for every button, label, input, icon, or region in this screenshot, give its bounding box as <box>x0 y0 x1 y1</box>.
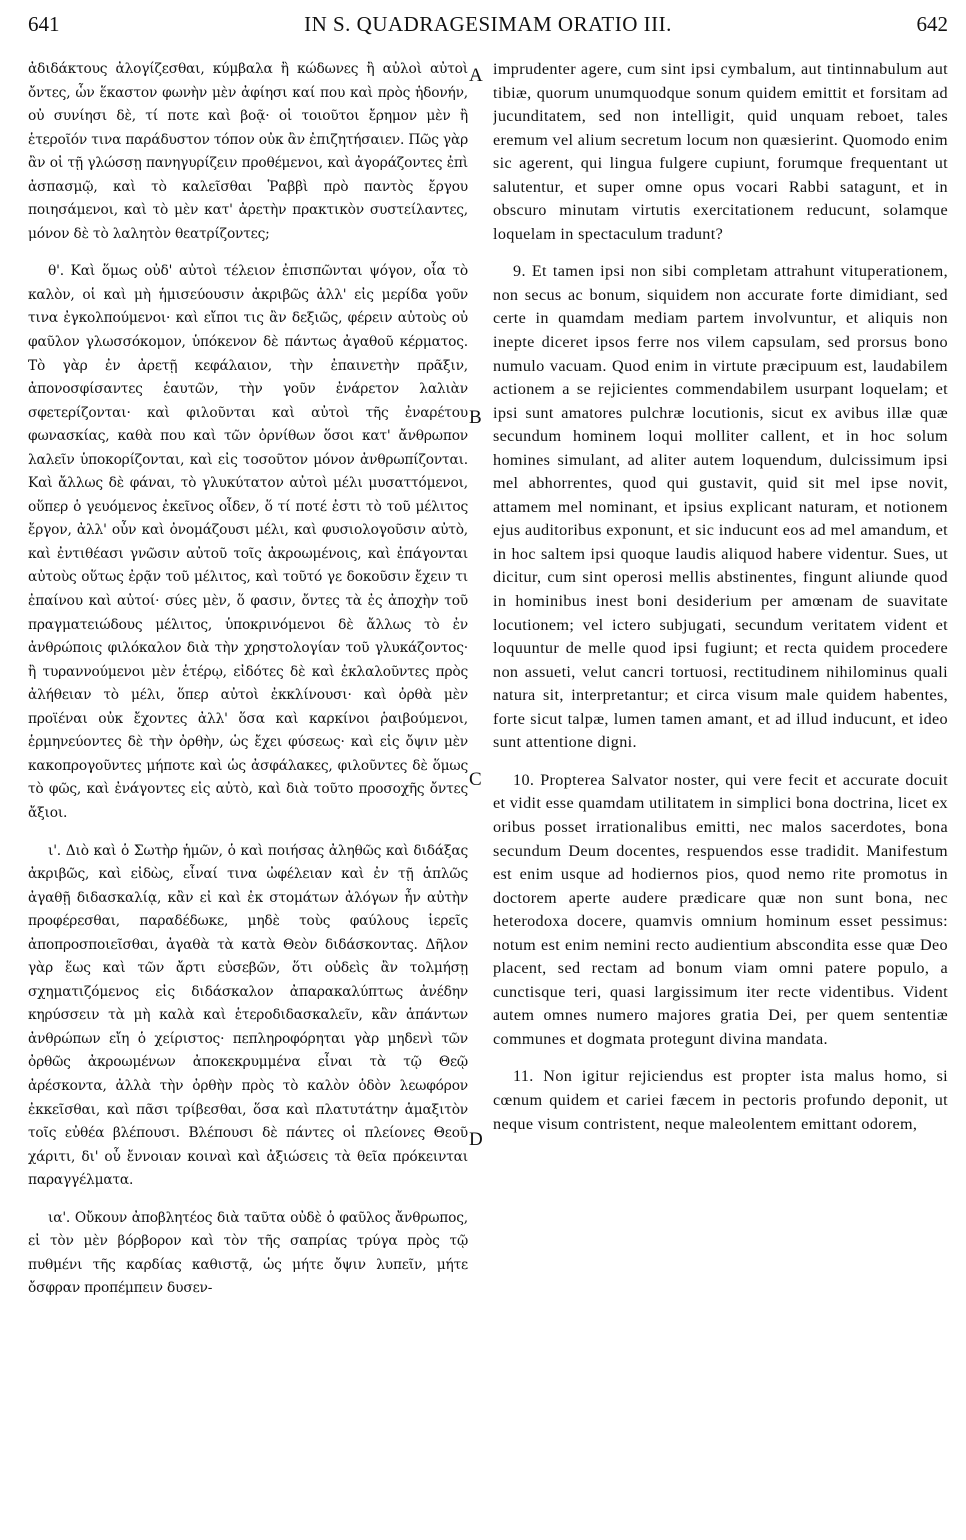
page-number-right: 642 <box>916 12 948 36</box>
greek-column <box>28 58 468 1530</box>
latin-paragraph-1: imprudenter agere, cum sint ipsi cymbalum, aut tintinnabulum aut tibiæ, quorum unumquodque sonum quidem emittit et forsitam ad jucunditatem, sed non intelligit, quid unquam reboet, tales eremum vel alium secretum locum non quæsierint. Quomodo enim sic agerent, qui lingua fulgere cupiunt, forumque frequentant ut salutentur, et super omne opus vocari Rabbi satagunt, et in obscuro minutam virtutis exercitationem reducunt, solamque loquelam in spectaculum tradunt? <box>493 60 948 243</box>
greek-paragraph-9: θ'. Καὶ ὅμως οὐδ' αὐτοὶ τέλειον ἐπισπῶνται ψόγον, οἷα τὸ καλὸν, οἱ καὶ μὴ ἡμισεύουσιν ἀκριβῶς ἀλλ' εἰς μερίδα γοῦν τινα ἐγκολπούμενοι· καὶ εἴποι τις ἂν δεξιῶς, φέρειν αὐτοὺς οὐ φαῦλον γλωσσόκομον, ὑπόκενον δὲ πάντως ἀγαθοῦ κέρματος. Τὸ γὰρ ἐν ἀρετῇ κεφάλαιον, τὴν ἐπαινετὴν πρᾶξιν, ἀπονοσφίσαντες ἑαυτῶν, τὴν γοῦν ἐνάρετον λαλιὰν σφετερίζονται· καὶ φιλοῦνται καὶ αὐτοὶ τῆς ἐναρέτου φωνασκίας, καθὰ που καὶ τῶν ὀρνίθων ὅσοι κατ' ἄνθρωπον λαλεῖν ὑποκορίζονται, καὶ εἰς τοσοῦτον μόνον ἀνθρωπίζονται. Καὶ ἄλλως δὲ φάναι, τὸ γλυκύτατον αὐτοὶ μέλι μυσαττόμενοι, οὕπερ ὁ γευόμενος ἐκεῖνος οἶδεν, ὅ τί ποτέ ἐστι τὸ τοῦ μέλιτος ἔργον, ἀλλ' οὖν καὶ ὀνομάζουσι μέλι, καὶ φυσιολογοῦσιν αὐτὸ, καὶ ἐντιθέασι γνῶσιν αὐτοῦ τοῖς ἀκροωμένοις, καὶ ἐπάγονται αὐτοὺς οὕτως ἐρᾷν τοῦ μέλιτος, καὶ τοῦτό γε δοκοῦσιν ἔχειν τι ἐπαίνου καὶ αὐτοί· σύες μὲν, ὅ φασιν, ὄντες τὰ ἐς ἀποχὴν τοῦ πραγματειώδους μέλιτος, ὑποκρινόμενοι δὲ ἄλλως τὸ ἐν ἀνθρώποις φιλόκαλον διὰ τὴν χρηστολογίαν τοῦ γλυκάζοντος· ἢ τυραννούμενοι μὲν ἑτέρῳ, εἰδότες δὲ καὶ ἐκλαλοῦντες πρὸς ἀλήθειαν τὸ μέλι, ὅπερ αὐτοὶ ἐκκλίνουσι· καὶ ὀρθὰ μὲν προϊέναι οὐκ ἔχοντες ἀλλ' ὅσα καὶ καρκίνοι ῥαιβούμενοι, ἑρμηνεύοντες δὲ τὴν ὀρθὴν, ὡς ἔχει φύσεως· καὶ εἰς ὄψιν μὲν κακοπρογοῦντες μήποτε καὶ ὡς ἀσφάλακες, φιλοῦντες δὲ ὅμως τὸ φῶς, καὶ ἐνάγοντες εἰς αὐτὸ, καὶ διὰ τοῦτο προσοχῆς ὄντες ἄξιοι. <box>28 263 468 821</box>
greek-paragraph-1: ἀδιδάκτους ἀλογίζεσθαι, κύμβαλα ἢ κώδωνες ἢ αὐλοὶ αὐτοὶ ὄντες, ὧν ἕκαστον φωνὴν μὲν ἀφίησι καί που καὶ πρὸς ἡδονήν, οὐ συνίησι δὲ, τί ποτε καὶ βοᾷ· οἱ τοιοῦτοι ἔρημον μὲν ἢ ἑτεροῖόν τινα παράδυστον τόπον οὐκ ἂν ἐπιζητήσαιεν. Πῶς γὰρ ἂν οἱ τῇ γλώσσῃ πανηγυρίζειν προθέμενοι, καὶ ἀγοράζοντες ἐπὶ ἀσπασμῷ, καὶ τὸ καλεῖσθαι Ῥαββὶ πρὸ παντὸς ἔργου ποιησάμενοι, καὶ τὸ μὲν κατ' ἀρετὴν πρακτικὸν συστείλαντες, μόνον δὲ τὸ λαλητὸν θεατρίζοντες; <box>28 61 468 242</box>
latin-paragraph-11: 11. Non igitur rejiciendus est propter ista malus homo, si cœnum quidem et cariei fæcem in pectoris profundo deponit, ut neque visum contristent, neque maleolentem emittant odorem, <box>493 1067 948 1133</box>
latin-column <box>493 58 948 1530</box>
running-title: IN S. QUADRAGESIMAM ORATIO III. <box>304 12 672 36</box>
margin-marker-b: B <box>469 407 482 428</box>
latin-paragraph-10: 10. Propterea Salvator noster, qui vere fecit et accurate docuit et vidit esse quamdam utilitatem in simplici bona doctrina, licet ex oribus posset irrationalibus emitti, nec malos sacerdotes, bona secundum Deum docentes, respuendos esse tradidit. Manifestum est enim usque ad hodiernos pios, quod nemo rite promotus in doctorem aperte audere prædicare quæ non sunt bona, nec heterodoxa docere, quamvis omnium hominum esset pessimus: notum est enim nemini recto audientium abscondita esse quæ Deo placent, sed rectam ad bonum viam omni patere populo, a cunctisque teri, quasi largissimum iter recte videntibus. Vident autem omnes numero majores gratia Dei, per quem sententiæ communes et dogmata protegunt divina mandata. <box>493 770 948 1048</box>
greek-paragraph-11: ια'. Οὔκουν ἀποβλητέος διὰ ταῦτα οὐδὲ ὁ φαῦλος ἄνθρωπος, εἰ τὸν μὲν βόρβορον καὶ τὸν τῆς σαπρίας τρύγα πρὸς τῷ πυθμένι τῆς καρδίας καθιστᾷ, ὡς μήτε ὄψιν λυπεῖν, μήτε ὄσφραν προπέμπειν δυσεν- <box>28 1209 468 1297</box>
latin-paragraph-9: 9. Et tamen ipsi non sibi completam attrahunt vituperationem, non secus ac bonum, siquidem non accurate forte dimidiant, sed certe in quamdam mediam partem involvuntur, et aliquis non inepte diceret ipsos ferre nos vilem capsulam, sed prorsus bono numulo vacuam. Quod enim in virtute præcipuum est, laudabilem actionem a se rejicientes commendabilem usurpant loquelam; et ipsi sunt amatores pulchræ locutionis, sicut ex avibus illæ quæ secundum hominem loqui molliter callent, et in hoc solum homines simulant, ad aliter autem loquendum, dulcissimum ipsi mel abhorrentes, quod qui gustavit, quid sit mel ipse novit, attamem mel nominant, et ipsius explicant naturam, et notionem ejus auditoribus exponunt, et sic inducunt eos ad mel amandum, et in hoc saltem ipsi quoque laudis aliquod habere videntur. Sues, ut dicitur, cum sint operosi mellis abstinentes, fingunt aliunde quod in hominibus inest boni desiderium per amœnam de suavitate locutionem; vel ictero subjugati, secundum veritatem vident et loquuntur de melle quod ipsi fugiunt; et recta quidem procedere non assueti, velut cancri tortuosi, rectitudinem nihilominus quali natura sit, interpretantur; et circa visum male quidem habentes, forte sicut talpæ, lumen tamen amant, et ad illud inducunt, et ideo sunt attentione digni. <box>493 262 948 752</box>
page-header <box>28 12 948 46</box>
margin-marker-c: C <box>469 769 482 790</box>
greek-paragraph-10: ι'. Διὸ καὶ ὁ Σωτὴρ ἡμῶν, ὁ καὶ ποιήσας ἀληθῶς καὶ διδάξας ἀκριβῶς, καὶ εἰδὼς, εἶναί τινα ὠφέλειαν καὶ ἐν τῇ ἁπλῶς ἀγαθῇ διδασκαλίᾳ, κἂν εἰ καὶ ἐκ στομάτων ἀλόγων ἦν αὐτὴν προφέρεσθαι, παραδέδωκε, μηδὲ τοὺς φαύλους ἱερεῖς ἀποπροσποιεῖσθαι, ἀγαθὰ τὰ κατὰ Θεὸν διδάσκοντας. Δῆλον γὰρ ἕως καὶ τῶν ἄρτι εὐσεβῶν, ὅτι οὐδεὶς ἂν τολμήσῃ σχηματιζόμενος εἰς διδάσκαλον ἀπαρακαλύπτως ἀνέδην κηρύσσειν τὰ μὴ καλὰ καὶ ἑτεροδιδασκαλεῖν, κἂν ἁπάντων ἀνθρώπων εἴη ὁ χείριστος· πεπληροφόρηται γὰρ μηδενὶ τῶν ὀρθῶς ἀκροωμένων ἀποκεκρυμμένα εἶναι τὰ τῷ Θεῷ ἀρέσκοντα, ἀλλὰ τὴν ὀρθὴν πρὸς τὸ καλὸν ὁδὸν λεωφόρον ἐκκεῖσθαι, καὶ πᾶσι τρίβεσθαι, ὅσα καὶ πλατυτάτην ἁμαξιτὸν τοῖς εὐθέα βλέπουσι. Βλέπουσι δὲ πάντες οἱ πλείονες Θεοῦ χάριτι, δι' οὗ ἔννοιαν κοιναὶ καὶ ἀξιώσεις τὰ θεῖα πρόκεινται παραγγέλματα. <box>28 842 468 1189</box>
margin-marker-d: D <box>469 1129 483 1150</box>
page-number-left: 641 <box>28 12 60 36</box>
margin-marker-a: A <box>469 65 483 86</box>
